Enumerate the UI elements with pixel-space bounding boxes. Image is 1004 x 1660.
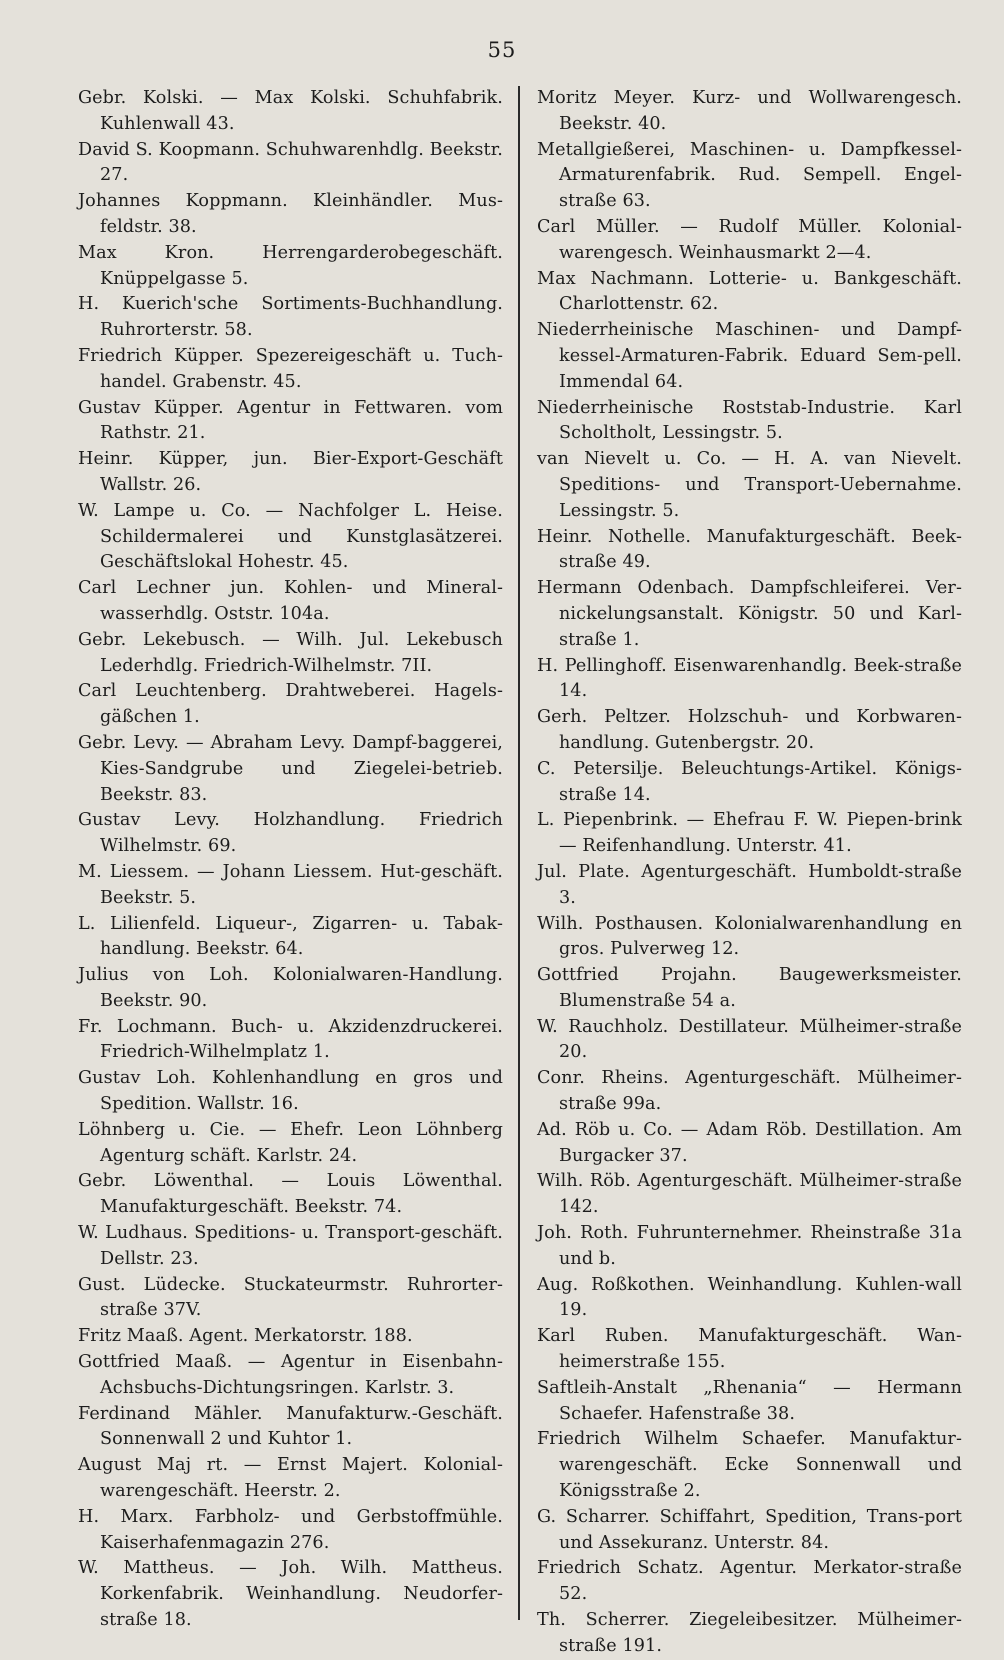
directory-entry: Moritz Meyer. Kurz- und Wollwarengesch. Beekstr. 40. [537,88,962,134]
directory-entry: W. Ludhaus. Speditions- u. Transport-geschäft. Dellstr. 23. [78,1223,503,1269]
directory-entry: August Maj rt. — Ernst Majert. Kolonial-warengeschäft. Heerstr. 2. [78,1455,503,1502]
directory-entry: W. Lampe u. Co. — Nachfolger L. Heise. Schildermalerei und Kunstglasätzerei. Geschäftslokal Hohestr. 45. [78,500,503,573]
directory-entry: Carl Lechner jun. Kohlen- und Mineral-wasserhdlg. Oststr. 104a. [78,578,503,624]
directory-entry: Wilh. Röb. Agenturgeschäft. Mülheimer-straße 142. [537,1171,962,1218]
directory-entry: W. Rauchholz. Destillateur. Mülheimer-straße 20. [537,1016,962,1063]
directory-entry: Gust. Lüdecke. Stuckateurmstr. Ruhrorter-straße 37V. [78,1274,503,1321]
directory-entry: Joh. Roth. Fuhrunternehmer. Rheinstraße 31a und b. [537,1223,962,1269]
left-column [78,86,503,1634]
directory-entry: Niederrheinische Maschinen- und Dampf-kessel-Armaturen-Fabrik. Eduard Sem-pell. Immendal 64. [537,320,962,392]
directory-entry: M. Liessem. — Johann Liessem. Hut-geschäft. Beekstr. 5. [78,861,503,908]
directory-entry: W. Mattheus. — Joh. Wilh. Mattheus. Korkenfabrik. Weinhandlung. Neudorfer-straße 18. [78,1558,503,1631]
directory-entry: Gustav Küpper. Agentur in Fettwaren. vom Rathstr. 21. [78,397,503,444]
directory-entry: Gebr. Lekebusch. — Wilh. Jul. Lekebusch Lederhdlg. Friedrich-Wilhelmstr. 7II. [78,629,503,676]
directory-entry: Gottfried Maaß. — Agentur in Eisenbahn-Achsbuchs-Dichtungsringen. Karlstr. 3. [78,1352,503,1398]
column-divider [518,86,520,1620]
directory-entry: H. Marx. Farbholz- und Gerbstoffmühle. Kaiserhafenmagazin 276. [78,1506,503,1553]
directory-entry: Heinr. Küpper, jun. Bier-Export-Geschäft Wallstr. 26. [78,449,503,495]
directory-entry: Aug. Roßkothen. Weinhandlung. Kuhlen-wall 19. [537,1274,962,1321]
directory-entry: Ferdinand Mähler. Manufakturw.-Geschäft. Sonnenwall 2 und Kuhtor 1. [78,1403,503,1450]
directory-entry: Max Nachmann. Lotterie- u. Bankgeschäft. Charlottenstr. 62. [537,268,962,315]
right-column [537,86,962,1660]
directory-entry: David S. Koopmann. Schuhwarenhdlg. Beekstr. 27. [78,139,503,186]
directory-entry: Johannes Koppmann. Kleinhändler. Mus-feldstr. 38. [78,191,503,237]
directory-entry: Niederrheinische Roststab-Industrie. Karl Scholtholt, Lessingstr. 5. [537,397,962,444]
page-number: 55 [487,38,517,62]
directory-entry: Hermann Odenbach. Dampfschleiferei. Ver-nickelungsanstalt. Königstr. 50 und Karl-straße 1. [537,578,962,650]
directory-entry: Carl Leuchtenberg. Drahtweberei. Hagels-gäßchen 1. [78,681,503,728]
directory-entry: Fr. Lochmann. Buch- u. Akzidenzdruckerei. Friedrich-Wilhelmplatz 1. [78,1016,503,1063]
directory-entry: Carl Müller. — Rudolf Müller. Kolonial-warengesch. Weinhausmarkt 2—4. [537,216,962,263]
directory-entry: G. Scharrer. Schiffahrt, Spedition, Trans-port und Assekuranz. Unterstr. 84. [537,1506,962,1553]
directory-entry: Gebr. Kolski. — Max Kolski. Schuhfabrik. Kuhlenwall 43. [78,88,503,134]
directory-entry: Metallgießerei, Maschinen- u. Dampfkessel-Armaturenfabrik. Rud. Sempell. Engel-straße 63. [537,139,962,212]
directory-entry: Löhnberg u. Cie. — Ehefr. Leon Löhnberg Agenturg schäft. Karlstr. 24. [78,1119,503,1166]
directory-entry: Saftleih-Anstalt „Rhenania“ — Hermann Schaefer. Hafenstraße 38. [537,1377,962,1424]
directory-entry: Friedrich Wilhelm Schaefer. Manufaktur-warengeschäft. Ecke Sonnenwall und Königsstraße 2. [537,1429,962,1502]
directory-entry: Jul. Plate. Agenturgeschäft. Humboldt-straße 3. [537,861,962,908]
directory-entry: Th. Scherrer. Ziegeleibesitzer. Mülheimer-straße 191. [537,1610,962,1656]
directory-entry: Fritz Maaß. Agent. Merkatorstr. 188. [78,1326,413,1347]
directory-entry: Gustav Loh. Kohlenhandlung en gros und Spedition. Wallstr. 16. [78,1068,503,1115]
directory-entry: Friedrich Küpper. Spezereigeschäft u. Tuch-handel. Grabenstr. 45. [78,345,503,392]
directory-entry: van Nievelt u. Co. — H. A. van Nievelt. Speditions- und Transport-Uebernahme. Lessingstr. 5. [537,449,962,521]
directory-entry: Heinr. Nothelle. Manufakturgeschäft. Beek-straße 49. [537,526,962,573]
directory-entry: C. Petersilje. Beleuchtungs-Artikel. Königs-straße 14. [537,758,962,805]
directory-entry: Julius von Loh. Kolonialwaren-Handlung. Beekstr. 90. [78,965,503,1011]
directory-entry: Conr. Rheins. Agenturgeschäft. Mülheimer-straße 99a. [537,1068,962,1115]
directory-entry: Karl Ruben. Manufakturgeschäft. Wan-heimerstraße 155. [537,1326,962,1373]
directory-entry: Gebr. Löwenthal. — Louis Löwenthal. Manufakturgeschäft. Beekstr. 74. [78,1171,503,1218]
directory-entry: H. Kuerich'sche Sortiments-Buchhandlung. Ruhrorterstr. 58. [78,294,503,341]
directory-entry: Wilh. Posthausen. Kolonialwarenhandlung en gros. Pulverweg 12. [537,913,962,960]
directory-entry: L. Piepenbrink. — Ehefrau F. W. Piepen-brink — Reifenhandlung. Unterstr. 41. [537,810,962,857]
directory-entry: Friedrich Schatz. Agentur. Merkator-straße 52. [537,1558,962,1605]
directory-entry: Gerh. Peltzer. Holzschuh- und Korbwaren-handlung. Gutenbergstr. 20. [537,707,962,753]
directory-entry: Gustav Levy. Holzhandlung. Friedrich Wilhelmstr. 69. [78,810,503,857]
directory-entry: Gebr. Levy. — Abraham Levy. Dampf-baggerei, Kies-Sandgrube und Ziegelei-betrieb. Beekstr. 83. [78,732,503,805]
directory-entry: Max Kron. Herrengarderobegeschäft. Knüppelgasse 5. [78,242,503,289]
directory-entry: L. Lilienfeld. Liqueur-, Zigarren- u. Tabak-handlung. Beekstr. 64. [78,913,503,960]
directory-entry: Ad. Röb u. Co. — Adam Röb. Destillation. Am Burgacker 37. [537,1119,962,1166]
directory-entry: H. Pellinghoff. Eisenwarenhandlg. Beek-straße 14. [537,655,962,702]
directory-entry: Gottfried Projahn. Baugewerksmeister. Blumenstraße 54 a. [537,965,962,1011]
